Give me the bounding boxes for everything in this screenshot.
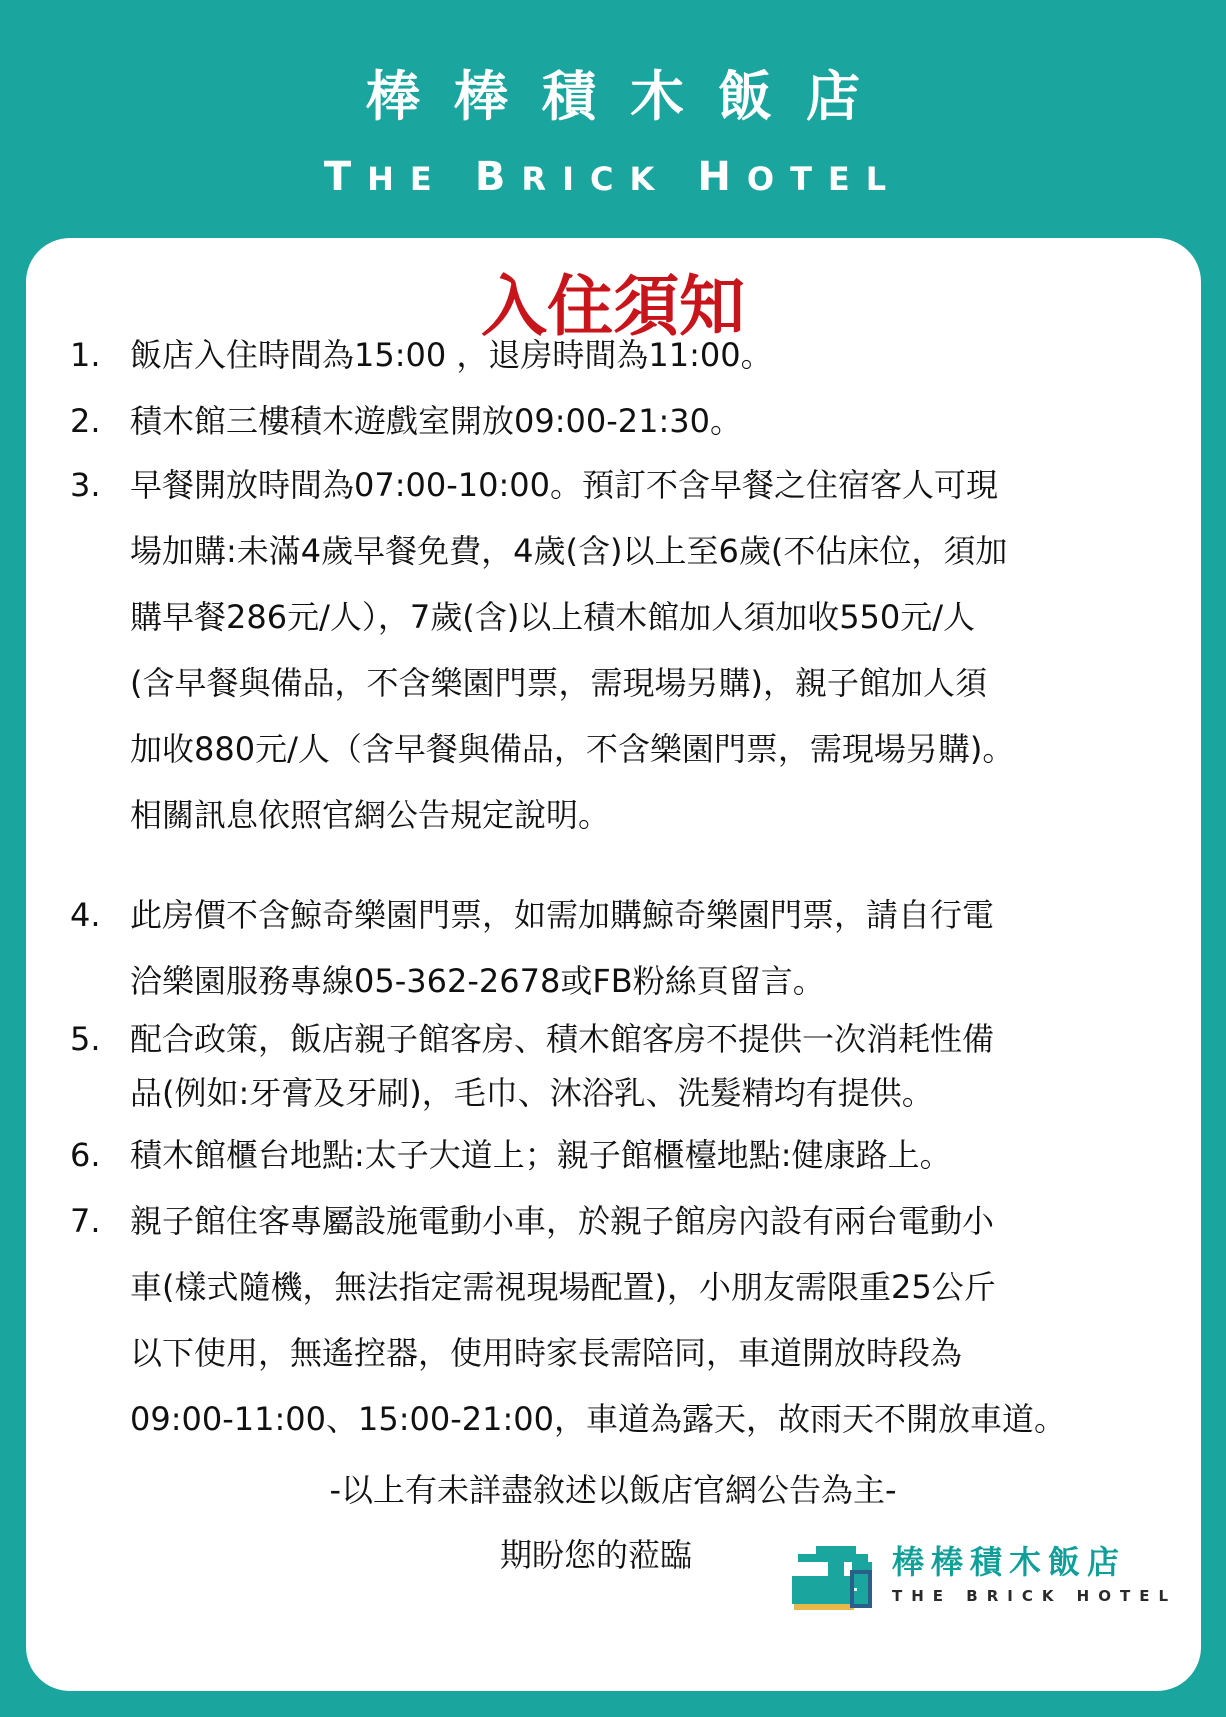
rule-number: 7.	[70, 1202, 101, 1240]
notice-title: 入住須知	[481, 268, 745, 345]
rule-line: 積木館三樓積木遊戲室開放09:00-21:30。	[130, 402, 742, 440]
hotel-logo	[788, 1542, 1178, 1612]
rule-line: 親子館住客專屬設施電動小車，於親子館房內設有兩台電動小	[130, 1202, 995, 1240]
rule-line: 09:00-11:00、15:00-21:00，車道為露天，故雨天不開放車道。	[130, 1400, 1066, 1438]
logo-name-en: THE BRICK HOTEL	[892, 1587, 1178, 1605]
rule-line: 購早餐286元/人），7歲(含)以上積木館加人須加收550元/人	[130, 598, 976, 636]
rule-line: 相關訊息依照官網公告規定說明。	[130, 796, 611, 834]
rule-line: 以下使用，無遙控器，使用時家長需陪同，車道開放時段為	[130, 1334, 963, 1372]
rule-line: 洽樂園服務專線05-362-2678或FB粉絲頁留言。	[130, 962, 825, 1000]
rule-number: 2.	[70, 402, 101, 440]
rule-line: 加收880元/人（含早餐與備品，不含樂園門票，需現場另購)。	[130, 730, 1015, 768]
rule-number: 1.	[70, 336, 101, 374]
page-header	[0, 0, 1226, 235]
footer-note: -以上有未詳盡敘述以飯店官網公告為主-	[329, 1471, 897, 1509]
rule-line: 車(樣式隨機，無法指定需視現場配置)，小朋友需限重25公斤	[130, 1268, 996, 1306]
rule-line: 場加購:未滿4歲早餐免費，4歲(含)以上至6歲(不佔床位，須加	[130, 532, 1008, 570]
rule-line: 品(例如:牙膏及牙刷)，毛巾、沐浴乳、洗髮精均有提供。	[130, 1074, 934, 1112]
rule-line: 飯店入住時間為15:00 ，退房時間為11:00。	[130, 336, 773, 374]
hotel-name-en: THE BRICK HOTEL	[323, 154, 903, 200]
rule-line: (含早餐與備品，不含樂園門票，需現場另購)，親子館加人須	[130, 664, 987, 702]
rule-number: 4.	[70, 896, 101, 934]
rule-line: 此房價不含鯨奇樂園門票，如需加購鯨奇樂園門票，請自行電	[130, 896, 995, 934]
rule-number: 5.	[70, 1020, 101, 1058]
rule-line: 早餐開放時間為07:00-10:00。預訂不含早餐之住宿客人可現	[130, 466, 998, 504]
rule-line: 配合政策，飯店親子館客房、積木館客房不提供一次消耗性備	[130, 1020, 995, 1058]
closing-text: 期盼您的蒞臨	[500, 1536, 693, 1574]
brick-logo-icon	[788, 1542, 884, 1612]
rule-number: 6.	[70, 1136, 101, 1174]
rule-line: 積木館櫃台地點:太子大道上；親子館櫃檯地點:健康路上。	[130, 1136, 952, 1174]
rule-number: 3.	[70, 466, 101, 504]
logo-name-zh: 棒棒積木飯店	[892, 1543, 1127, 1581]
hotel-name-zh: 棒棒積木飯店	[366, 65, 894, 128]
